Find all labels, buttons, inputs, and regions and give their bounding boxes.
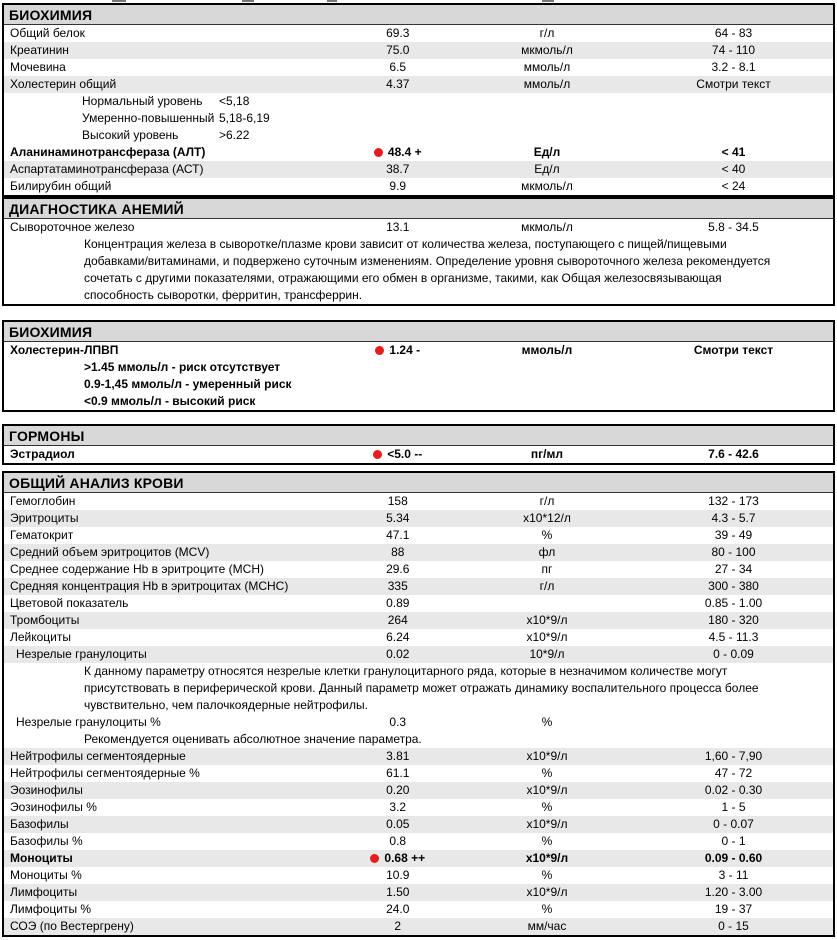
note-value: >6.22	[219, 128, 250, 142]
param-value: 5.34	[386, 511, 410, 525]
param-unit-cell: пг	[541, 562, 553, 576]
param-value: 0.8	[389, 834, 407, 848]
table-row	[4, 612, 833, 629]
param-name-cell: Нейтрофилы сегментоядерные %	[10, 766, 200, 780]
param-name-cell: Средний объем эритроцитов (MCV)	[10, 545, 210, 559]
table-row	[4, 178, 833, 195]
param-value-cell	[336, 850, 460, 867]
param-name-cell: Эстрадиол	[10, 447, 75, 461]
param-unit-cell: x10*9/л	[526, 885, 568, 899]
table-row	[4, 850, 833, 867]
param-name-cell: Лимфоциты	[10, 885, 78, 899]
param-unit-cell: мкмоль/л	[521, 220, 573, 234]
page-edge-artifact	[542, 0, 554, 2]
param-range-cell: Смотри текст	[693, 343, 774, 357]
note-row	[4, 110, 833, 127]
table-row	[4, 510, 833, 527]
table-row	[4, 544, 833, 561]
param-unit-cell: x10*12/л	[523, 511, 571, 525]
param-value: 48.4 +	[387, 145, 422, 159]
table-row	[4, 816, 833, 833]
param-name-cell: Аспартатаминотрансфераза (АСТ)	[10, 162, 204, 176]
comment-line: чувствительно, чем палочкоядерные нейтрофилы.	[84, 698, 368, 712]
param-value: 0.3	[389, 715, 407, 729]
page-edge-artifact	[242, 0, 254, 2]
param-name-cell: Средняя концентрация Hb в эритроцитах (MCHC)	[10, 579, 289, 593]
param-value-cell	[336, 219, 460, 236]
param-range-cell: 300 - 380	[708, 579, 759, 593]
param-range-cell: 5.8 - 34.5	[708, 220, 759, 234]
param-unit-cell: x10*9/л	[526, 630, 568, 644]
table-row	[4, 527, 833, 544]
param-name-cell: Тромбоциты	[10, 613, 80, 627]
note-label: Умеренно-повышенный	[82, 111, 215, 125]
param-range-cell: 80 - 100	[711, 545, 756, 559]
param-value-cell	[336, 493, 460, 510]
param-unit-cell: %	[541, 715, 553, 729]
param-value: 6.5	[389, 60, 407, 74]
table-row	[4, 578, 833, 595]
param-unit-cell: Ед/л	[534, 162, 560, 176]
param-value-cell	[336, 867, 460, 884]
param-unit-cell: x10*9/л	[526, 817, 568, 831]
param-name-cell: Эозинофилы	[10, 783, 83, 797]
table-row	[4, 765, 833, 782]
param-value: 1.50	[386, 885, 410, 899]
param-name-cell: Общий белок	[10, 26, 85, 40]
lab-report-document	[2, 3, 835, 937]
param-range-cell: 0.85 - 1.00	[704, 596, 763, 610]
param-value: 335	[387, 579, 408, 593]
section-title: ДИАГНОСТИКА АНЕМИЙ	[4, 199, 833, 219]
comment-line: присутствовать в периферической крови. Данный параметр может отражать динамику воспалительного процесса более	[84, 681, 759, 695]
param-value-cell	[336, 527, 460, 544]
param-name-cell: Лимфоциты %	[10, 902, 92, 916]
page-edge-artifact	[327, 0, 337, 2]
param-value: 0.20	[386, 783, 410, 797]
param-range-cell: 74 - 110	[711, 43, 756, 57]
param-name-cell: Мочевина	[10, 60, 66, 74]
param-range-cell: 64 - 83	[714, 26, 753, 40]
param-range-cell: 0 - 1	[721, 834, 746, 848]
param-name-cell: Билирубин общий	[10, 179, 112, 193]
param-name-cell: Моноциты	[10, 851, 73, 865]
param-range-cell: 0 - 0.07	[713, 817, 754, 831]
param-value-cell	[336, 161, 460, 178]
table-row	[4, 144, 833, 161]
param-range-cell: 3 - 11	[718, 868, 749, 882]
param-value-cell	[336, 446, 460, 463]
table-row	[4, 884, 833, 901]
param-value: 88	[391, 545, 405, 559]
param-name-cell: Базофилы	[10, 817, 69, 831]
param-range-cell: 19 - 37	[714, 902, 753, 916]
param-value: 9.9	[389, 179, 407, 193]
note-row	[4, 127, 833, 144]
comment-line: Концентрация железа в сыворотке/плазме крови зависит от количества железа, поступающего с пищей/пищевыми	[84, 237, 727, 251]
table-row	[4, 799, 833, 816]
section-gap	[2, 306, 835, 320]
param-range-cell: 0.09 - 0.60	[704, 851, 763, 865]
note-row	[4, 93, 833, 110]
param-range-cell: Смотри текст	[696, 77, 771, 91]
table-row	[4, 833, 833, 850]
param-value-cell	[336, 25, 460, 42]
param-value: 0.89	[386, 596, 410, 610]
table-row	[4, 161, 833, 178]
param-value: 6.24	[386, 630, 410, 644]
param-unit-cell: мкмоль/л	[521, 179, 573, 193]
table-row	[4, 782, 833, 799]
section-block	[2, 3, 835, 197]
param-unit-cell: ммоль/л	[523, 77, 571, 91]
table-row	[4, 595, 833, 612]
param-value: 0.02	[386, 647, 410, 661]
param-range-cell: 0 - 0.09	[713, 647, 754, 661]
table-row	[4, 493, 833, 510]
table-row	[4, 42, 833, 59]
table-row	[4, 76, 833, 93]
abnormal-flag-dot-icon	[374, 148, 383, 157]
param-range-cell: 1.20 - 3.00	[704, 885, 763, 899]
param-value: 24.0	[386, 902, 410, 916]
comment-line: К данному параметру относятся незрелые клетки гранулоцитарного ряда, которые в незначимом количестве могут	[84, 664, 728, 678]
param-range-cell: 47 - 72	[714, 766, 753, 780]
param-range-cell: 132 - 173	[708, 494, 759, 508]
param-name-cell: Эозинофилы %	[10, 800, 97, 814]
param-value-cell	[336, 595, 460, 612]
param-unit-cell: пг/мл	[530, 447, 564, 461]
param-value-cell	[336, 884, 460, 901]
param-value-cell	[336, 782, 460, 799]
param-range-cell: 7.6 - 42.6	[708, 447, 759, 461]
comment-line: сочетать с другими показателями, отражающими его обмен в организме, такими, как Общая железосвязывающая	[84, 271, 722, 285]
param-value: 75.0	[386, 43, 410, 57]
section-block	[2, 471, 835, 937]
param-name-cell: Эритроциты	[10, 511, 79, 525]
section-title: ОБЩИЙ АНАЛИЗ КРОВИ	[4, 473, 833, 493]
param-name-cell: Незрелые гранулоциты %	[16, 715, 161, 729]
param-range-cell: 0.02 - 0.30	[704, 783, 763, 797]
table-row	[4, 561, 833, 578]
table-row	[4, 342, 833, 359]
table-row	[4, 629, 833, 646]
param-unit-cell: 10*9/л	[529, 647, 565, 661]
param-range-cell: < 24	[721, 179, 746, 193]
param-name-cell: Креатинин	[10, 43, 69, 57]
abnormal-flag-dot-icon	[375, 346, 384, 355]
param-name-cell: Гематокрит	[10, 528, 74, 542]
param-unit-cell: %	[541, 834, 553, 848]
section-block	[2, 424, 835, 465]
param-value-cell	[336, 178, 460, 195]
param-value-cell	[336, 765, 460, 782]
param-unit-cell: %	[541, 868, 553, 882]
param-value-cell	[336, 816, 460, 833]
param-value: 0.68 ++	[384, 851, 426, 865]
param-value-cell	[336, 799, 460, 816]
param-name-cell: Гемоглобин	[10, 494, 76, 508]
param-value-cell	[336, 901, 460, 918]
comment-line: >1.45 ммоль/л - риск отсутствует	[84, 360, 281, 374]
param-value: 38.7	[386, 162, 410, 176]
param-unit-cell: %	[541, 528, 553, 542]
param-range-cell: 1 - 5	[721, 800, 746, 814]
param-value-cell	[336, 144, 460, 161]
param-value-cell	[336, 714, 460, 731]
param-value: 69.3	[386, 26, 410, 40]
param-value: 47.1	[386, 528, 410, 542]
note-value: <5,18	[219, 94, 250, 108]
param-name-cell: Моноциты %	[10, 868, 82, 882]
section-title: ГОРМОНЫ	[4, 426, 833, 446]
table-row	[4, 59, 833, 76]
param-value-cell	[336, 833, 460, 850]
param-name-cell: Нейтрофилы сегментоядерные	[10, 749, 186, 763]
param-unit-cell: %	[541, 800, 553, 814]
param-value: 2	[394, 919, 402, 933]
param-unit-cell: г/л	[539, 579, 555, 593]
table-row	[4, 748, 833, 765]
note-value: 5,18-6,19	[219, 111, 270, 125]
param-value-cell	[336, 748, 460, 765]
param-value-cell	[336, 544, 460, 561]
table-row	[4, 646, 833, 663]
param-value: 10.9	[386, 868, 410, 882]
param-value: 264	[387, 613, 408, 627]
param-value: 13.1	[386, 220, 410, 234]
param-value-cell	[336, 629, 460, 646]
param-range-cell: < 40	[721, 162, 746, 176]
note-label: Нормальный уровень	[82, 94, 203, 108]
param-unit-cell: г/л	[539, 494, 555, 508]
param-value-cell	[336, 561, 460, 578]
param-unit-cell: мм/час	[527, 919, 567, 933]
param-value: 29.6	[386, 562, 410, 576]
note-label: Высокий уровень	[82, 128, 179, 142]
param-unit-cell: ммоль/л	[521, 343, 573, 357]
param-unit-cell: x10*9/л	[526, 749, 568, 763]
comment-line: добавками/витаминами, и подвержено суточным изменениям. Определение уровня сывороточного железа рекомендуется	[84, 254, 771, 268]
table-row	[4, 867, 833, 884]
param-range-cell: 180 - 320	[708, 613, 759, 627]
param-name-cell: Сывороточное железо	[10, 220, 135, 234]
page-edge-artifact	[112, 0, 126, 2]
comment-line: Рекомендуется оценивать абсолютное значение параметра.	[84, 732, 422, 746]
param-value-cell	[336, 918, 460, 935]
abnormal-flag-dot-icon	[373, 450, 382, 459]
param-unit-cell: x10*9/л	[526, 613, 568, 627]
param-unit-cell: ммоль/л	[523, 60, 571, 74]
section-title: БИОХИМИЯ	[4, 322, 833, 342]
param-name-cell: Лейкоциты	[10, 630, 72, 644]
table-row	[4, 25, 833, 42]
param-unit-cell: x10*9/л	[525, 851, 569, 865]
param-range-cell: 3.2 - 8.1	[711, 60, 756, 74]
param-value-cell	[336, 59, 460, 76]
param-name-cell: Холестерин-ЛПВП	[10, 343, 119, 357]
param-value: 4.37	[386, 77, 410, 91]
param-unit-cell: %	[541, 766, 553, 780]
comment-line: 0.9-1,45 ммоль/л - умеренный риск	[84, 377, 292, 391]
param-value: 3.2	[389, 800, 407, 814]
param-range-cell: 39 - 49	[714, 528, 753, 542]
param-value: 158	[387, 494, 408, 508]
param-range-cell: 0 - 15	[718, 919, 749, 933]
table-row	[4, 714, 833, 731]
param-range-cell: 27 - 34	[714, 562, 753, 576]
page-top-cropped-text-artifact	[2, 0, 835, 3]
param-value-cell	[336, 646, 460, 663]
param-name-cell: Незрелые гранулоциты	[16, 647, 147, 661]
section-title: БИОХИМИЯ	[4, 5, 833, 25]
param-value: 0.05	[386, 817, 410, 831]
param-unit-cell: x10*9/л	[526, 783, 568, 797]
section-block	[2, 320, 835, 412]
section-block	[2, 197, 835, 306]
param-name-cell: Аланинаминотрансфераза (АЛТ)	[10, 145, 206, 159]
param-unit-cell: мкмоль/л	[521, 43, 573, 57]
param-value-cell	[336, 578, 460, 595]
comment-line: способность сыворотки, ферритин, трансферрин.	[84, 288, 363, 302]
param-name-cell: СОЭ (по Вестергрену)	[10, 919, 134, 933]
param-value: <5.0 --	[387, 447, 423, 461]
param-unit-cell: Ед/л	[533, 145, 561, 159]
param-value-cell	[336, 510, 460, 527]
table-row	[4, 901, 833, 918]
comment-line: <0.9 ммоль/л - высокий риск	[84, 394, 256, 408]
param-value: 1.24 -	[389, 343, 421, 357]
table-row	[4, 219, 833, 236]
param-range-cell: 4.3 - 5.7	[711, 511, 756, 525]
abnormal-flag-dot-icon	[370, 854, 379, 863]
param-unit-cell: г/л	[539, 26, 555, 40]
param-name-cell: Среднее содержание Hb в эритроците (MCH)	[10, 562, 264, 576]
param-range-cell: < 41	[721, 145, 746, 159]
section-gap	[2, 412, 835, 424]
table-row	[4, 446, 833, 463]
param-value-cell	[336, 612, 460, 629]
param-range-cell: 1,60 - 7,90	[704, 749, 763, 763]
param-name-cell: Базофилы %	[10, 834, 83, 848]
param-value-cell	[336, 342, 460, 359]
param-value: 3.81	[386, 749, 410, 763]
param-range-cell: 4.5 - 11.3	[708, 630, 759, 644]
param-value-cell	[336, 42, 460, 59]
param-value-cell	[336, 76, 460, 93]
param-name-cell: Холестерин общий	[10, 77, 117, 91]
param-name-cell: Цветовой показатель	[10, 596, 129, 610]
param-value: 61.1	[386, 766, 410, 780]
param-unit-cell: фл	[538, 545, 556, 559]
table-row	[4, 918, 833, 935]
param-unit-cell: %	[541, 902, 553, 916]
